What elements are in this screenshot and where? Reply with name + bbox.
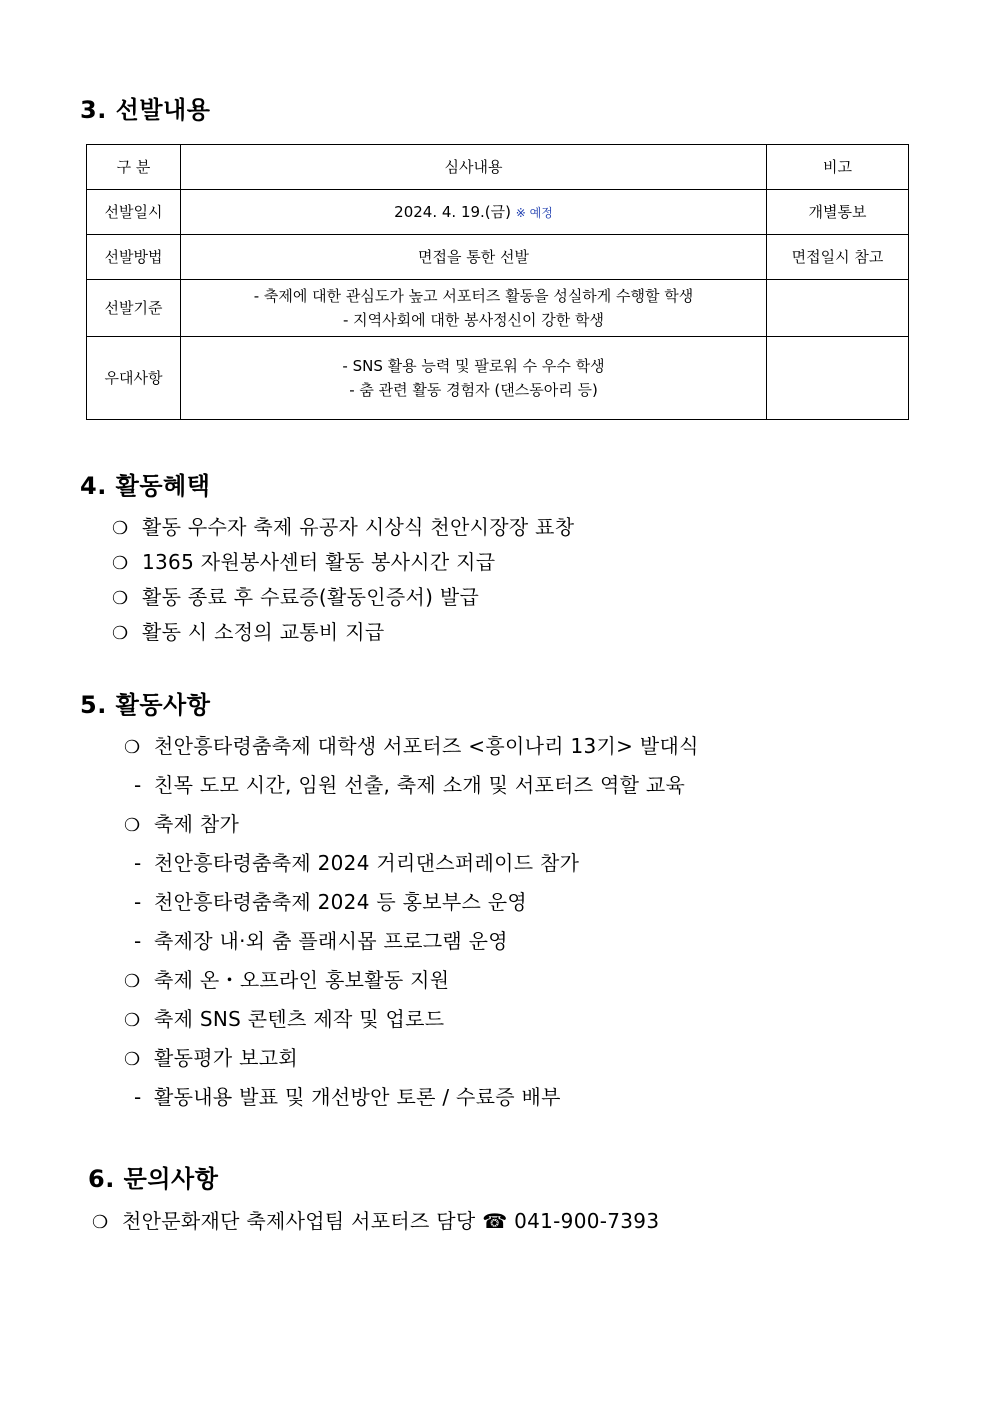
row-label: 선발방법 <box>87 235 181 280</box>
dash-marker: - <box>134 929 142 953</box>
selection-table <box>86 144 909 420</box>
row-content <box>181 337 767 420</box>
activity-subitem: - 천안흥타령춤축제 2024 등 홍보부스 운영 <box>134 890 528 914</box>
benefit-item: ❍ 활동 시 소정의 교통비 지급 <box>112 620 385 644</box>
activity-subitem: - 친목 도모 시간, 임원 선출, 축제 소개 및 서포터즈 역할 교육 <box>134 773 686 797</box>
contact-phone: 041-900-7393 <box>514 1209 660 1233</box>
contact-text: 천안문화재단 축제사업팀 서포터즈 담당 <box>122 1209 476 1233</box>
activity-item: ❍ 축제 온・오프라인 홍보활동 지원 <box>124 968 450 992</box>
table-row <box>87 235 909 280</box>
benefit-item: ❍ 활동 종료 후 수료증(활동인증서) 발급 <box>112 585 480 609</box>
circle-bullet-icon: ❍ <box>124 1010 141 1031</box>
row-label: 선발일시 <box>87 190 181 235</box>
section-title-selection: 3. 선발내용 <box>80 96 211 124</box>
circle-bullet-icon: ❍ <box>112 623 129 644</box>
activity-item: ❍ 천안흥타령춤축제 대학생 서포터즈 <흥이나리 13기> 발대식 <box>124 734 699 758</box>
circle-bullet-icon: ❍ <box>124 737 141 758</box>
activity-item: ❍ 축제 SNS 콘텐츠 제작 및 업로드 <box>124 1007 445 1031</box>
table-header-category: 구 분 <box>87 145 181 190</box>
table-header-row <box>87 145 909 190</box>
dash-marker: - <box>134 773 142 797</box>
row-content: 면접을 통한 선발 <box>181 235 767 280</box>
circle-bullet-icon: ❍ <box>92 1212 109 1233</box>
selection-date: 2024. 4. 19.(금) <box>394 202 511 221</box>
criteria-line: - 지역사회에 대한 봉사정신이 강한 학생 <box>342 311 605 329</box>
dash-marker: - <box>134 890 142 914</box>
row-remark <box>767 280 909 337</box>
table-row <box>87 190 909 235</box>
circle-bullet-icon: ❍ <box>112 553 129 574</box>
benefit-item: ❍ 활동 우수자 축제 유공자 시상식 천안시장장 표창 <box>112 515 575 539</box>
activity-subitem: - 활동내용 발표 및 개선방안 토론 / 수료증 배부 <box>134 1085 561 1109</box>
row-remark: 면접일시 참고 <box>767 235 909 280</box>
activity-item: ❍ 축제 참가 <box>124 812 240 836</box>
section-title-activities: 5. 활동사항 <box>80 691 211 719</box>
circle-bullet-icon: ❍ <box>124 1049 141 1070</box>
circle-bullet-icon: ❍ <box>124 971 141 992</box>
benefit-item: ❍ 1365 자원봉사센터 활동 봉사시간 지급 <box>112 550 496 574</box>
section-title-contact: 6. 문의사항 <box>88 1165 219 1193</box>
circle-bullet-icon: ❍ <box>112 518 129 539</box>
activity-subitem: - 축제장 내·외 춤 플래시몹 프로그램 운영 <box>134 929 508 953</box>
row-remark <box>767 337 909 420</box>
section-title-benefits: 4. 활동혜택 <box>80 472 211 500</box>
schedule-note: ※ 예정 <box>515 205 553 220</box>
row-remark: 개별통보 <box>767 190 909 235</box>
row-content <box>181 190 767 235</box>
row-label: 선발기준 <box>87 280 181 337</box>
preference-line: - SNS 활용 능력 및 팔로워 수 우수 학생 <box>342 357 605 375</box>
preference-line: - 춤 관련 활동 경험자 (댄스동아리 등) <box>349 381 598 399</box>
table-header-remark: 비고 <box>767 145 909 190</box>
activity-subitem: - 천안흥타령춤축제 2024 거리댄스퍼레이드 참가 <box>134 851 580 875</box>
activity-item: ❍ 활동평가 보고회 <box>124 1046 298 1070</box>
circle-bullet-icon: ❍ <box>112 588 129 609</box>
table-header-content: 심사내용 <box>181 145 767 190</box>
phone-icon: ☎ <box>482 1209 508 1233</box>
contact-line <box>92 1205 659 1234</box>
table-row <box>87 337 909 420</box>
row-content <box>181 280 767 337</box>
criteria-line: - 축제에 대한 관심도가 높고 서포터즈 활동을 성실하게 수행할 학생 <box>253 287 694 305</box>
row-label: 우대사항 <box>87 337 181 420</box>
circle-bullet-icon: ❍ <box>124 815 141 836</box>
dash-marker: - <box>134 851 142 875</box>
table-row <box>87 280 909 337</box>
dash-marker: - <box>134 1085 142 1109</box>
